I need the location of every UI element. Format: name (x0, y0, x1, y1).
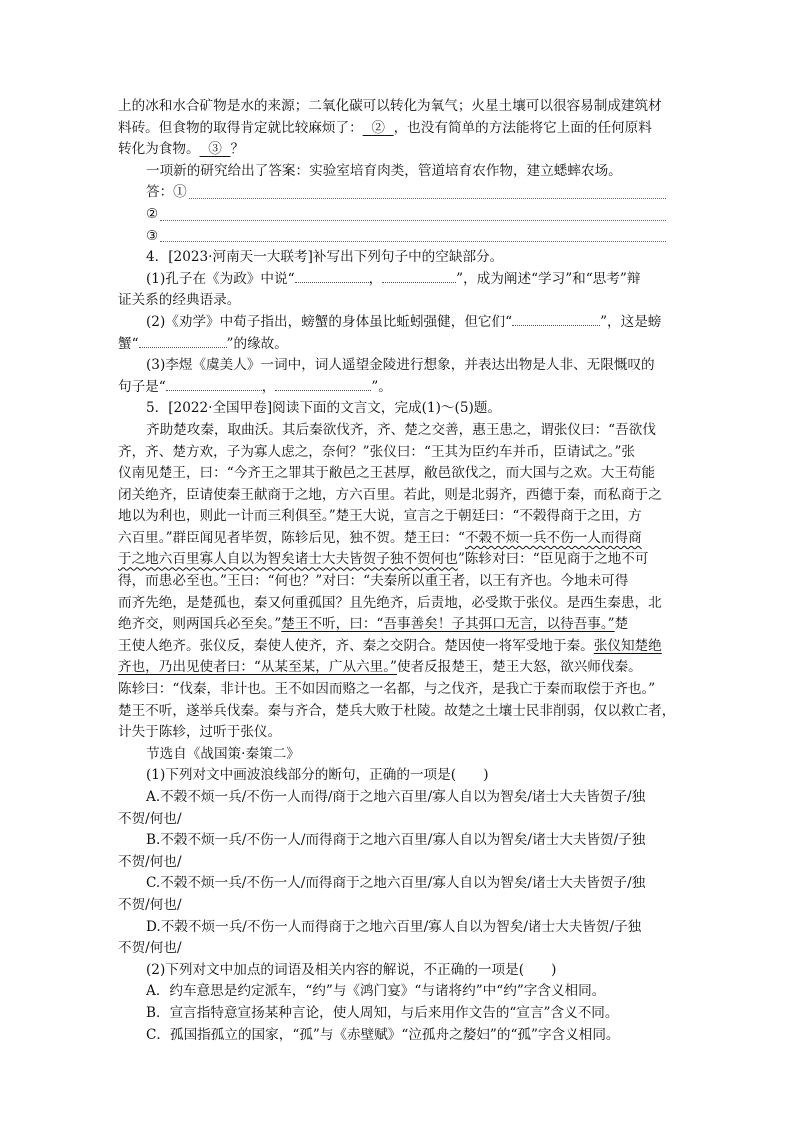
option-a-cont: 不贺/何也/ (118, 810, 182, 827)
text-line: (3)李煜《虞美人》一词中，词人遥望金陵进行想象，并表达出物是人非、无限慨叹的 (146, 357, 655, 374)
option-b[interactable]: B．宣言指特意宣扬某种言论，使人周知，与后来用作文告的“宣言”含义不同。 (146, 1004, 619, 1021)
passage-line: 绝齐交，则两国兵必至矣。”楚王不听，曰：“吾事善矣！子其弭口无言，以待吾事。”楚 (118, 616, 629, 633)
option-c-cont: 不贺/何也/ (118, 896, 182, 913)
text-line: 蟹“ ”的缘故。 (118, 335, 288, 352)
passage-line: 而齐先绝，是楚孤也，秦又何重孤国？且先绝齐，后责地，必受欺于张仪。是西生秦患，北 (118, 594, 662, 611)
passage-line: 齐也，乃出见使者曰：“从某至某，广从六里。”使者反报楚王，楚王大怒，欲兴师伐秦。 (118, 659, 642, 676)
text-line: 上的冰和水合矿物是水的来源；二氧化碳可以转化为氧气；火星土壤可以很容易制成建筑材 (118, 98, 662, 114)
passage-line: 于之地六百里寡人自以为智矣诸士大夫皆贺子独不贺何也”陈轸对曰：“臣见商于之地不可 (118, 551, 649, 568)
fill-blank[interactable] (382, 269, 456, 283)
option-d[interactable]: D.不榖不烦一兵/不伤一人而得商于之地六百里/寡人自以为智矣/诸士大夫皆贺/子独 (146, 918, 642, 935)
question-5-1-stem: (1)下列对文中画波浪线部分的断句，正确的一项是( ) (146, 767, 489, 784)
option-b-cont: 不贺/何也/ (118, 853, 182, 870)
passage-line: 闭关绝齐，臣请使秦王献商于之地，方六百里。若此，则是北弱齐，西德于秦，而私商于之 (118, 486, 662, 503)
passage-line: 齐，齐、楚方欢，子为寡人虑之，奈何？”张仪曰：“王其为臣约车并币，臣请试之。”张 (118, 443, 636, 460)
fill-blank[interactable] (139, 334, 227, 348)
text-line: (2)《劝学》中荀子指出，螃蟹的身体虽比蚯蚓强健，但它们“ ”，这是螃 (146, 313, 662, 330)
passage-line: 仪南见楚王，曰：“今齐王之罪其于敝邑之王甚厚，敝邑欲伐之，而大国与之欢。大王苟能 (118, 465, 656, 482)
passage-line: 地以为利也，则此一计而三利俱至。”楚王大说，宣言之于朝廷曰：“不榖得商于之田，方 (118, 508, 642, 525)
text-line: (1)孔子在《为政》中说“ ， ”，成为阐述“学习”和“思考”辩 (146, 270, 641, 287)
text-line: 转化为食物。 ③ ？ (118, 141, 245, 158)
option-a[interactable]: A.不榖不烦一兵/不伤一人而得/商于之地六百里/寡人自以为智矣/诸士大夫皆贺子/独 (146, 789, 646, 805)
underlined-text: 楚王不听，曰：“吾事善矣！子其弭口无言，以待吾事。” (281, 616, 615, 633)
text-line: 料砖。但食物的取得肯定就比较麻烦了： ② ，也没有简单的方法能将它上面的任何原料 (118, 119, 652, 136)
option-a[interactable]: A．约车意思是约定派车，“约”与《鸿门宴》“与诸将约”中“约”字含义相同。 (146, 983, 606, 1000)
underlined-text: 齐也，乃出见使者曰：“从某至某，广从六里。” (118, 659, 397, 676)
fill-blank[interactable] (275, 377, 371, 391)
answer-line-1[interactable]: 答：① (118, 182, 676, 204)
fill-blank[interactable] (512, 312, 600, 326)
passage-line: 王使人绝齐。张仪反，秦使人使齐，齐、秦之交阴合。楚因使一将军受地于秦。张仪知楚绝 (118, 637, 662, 654)
question-4-heading: 4．[2023·河南天一大联考]补写出下列句子中的空缺部分。 (146, 249, 504, 266)
text-line: 句子是“ ， ”。 (118, 378, 392, 395)
passage-source: 节选自《战国策·秦策二》 (146, 745, 300, 762)
underlined-text: 张仪知楚绝 (593, 637, 662, 654)
passage-line: 陈轸曰：“伐秦，非计也。王不如因而赂之一名都，与之伐齐，是我亡于秦而取偿于齐也。” (118, 681, 656, 698)
wavy-underline-text: 不榖不烦一兵不伤一人而得商 (464, 529, 642, 546)
passage-line: 计失于陈轸，过听于张仪。 (118, 724, 282, 741)
passage-line: 齐助楚攻秦，取曲沃。其后秦欲伐齐，齐、楚之交善，惠王患之，谓张仪曰：“吾欲伐 (146, 421, 656, 438)
option-c[interactable]: C．孤国指孤立的国家，“孤”与《赤壁赋》“泣孤舟之嫠妇”的“孤”字含义相同。 (146, 1026, 620, 1043)
passage-line: 六百里。”群臣闻见者毕贺，陈轸后见，独不贺。楚王曰：“不榖不烦一兵不伤一人而得商 (118, 529, 642, 546)
question-5-heading: 5．[2022·全国甲卷]阅读下面的文言文，完成(1)～(5)题。 (146, 400, 501, 417)
option-b[interactable]: B.不榖不烦一兵/不伤一人/而得商于之地六百里/寡人自以为智矣/诸士大夫皆贺/子独 (146, 832, 646, 849)
option-c[interactable]: C.不榖不烦一兵/不伤一人/而得商于之地六百里/寡人自以为智矣/诸士大夫皆贺子/独 (146, 875, 646, 892)
option-d-cont: 不贺/何也/ (118, 940, 182, 957)
fill-blank[interactable] (295, 269, 369, 283)
answer-line-2[interactable]: ② (118, 204, 676, 226)
passage-line: 楚王不听，遂举兵伐秦。秦与齐合，楚兵大败于杜陵。故楚之土壤士民非削弱，仅以救亡者， (118, 702, 676, 719)
answer-line-3[interactable]: ③ (118, 226, 676, 248)
text-line: 一项新的研究给出了答案：实验室培育肉类，管道培育农作物，建立蟋蟀农场。 (146, 162, 622, 179)
question-5-2-stem: (2)下列对文中加点的词语及相关内容的解说，不正确的一项是( ) (146, 961, 557, 978)
content-column (118, 96, 676, 1046)
fill-blank[interactable] (166, 377, 262, 391)
text-line: 证关系的经典语录。 (118, 292, 241, 309)
blank-2: ② (371, 119, 385, 136)
wavy-underline-text: 于之地六百里寡人自以为智矣诸士大夫皆贺子独不贺何也 (118, 551, 458, 568)
passage-line: 得，而患必至也。”王曰：“何也？”对曰：“夫秦所以重王者，以王有齐也。今地未可得 (118, 573, 629, 590)
blank-3: ③ (208, 141, 222, 158)
